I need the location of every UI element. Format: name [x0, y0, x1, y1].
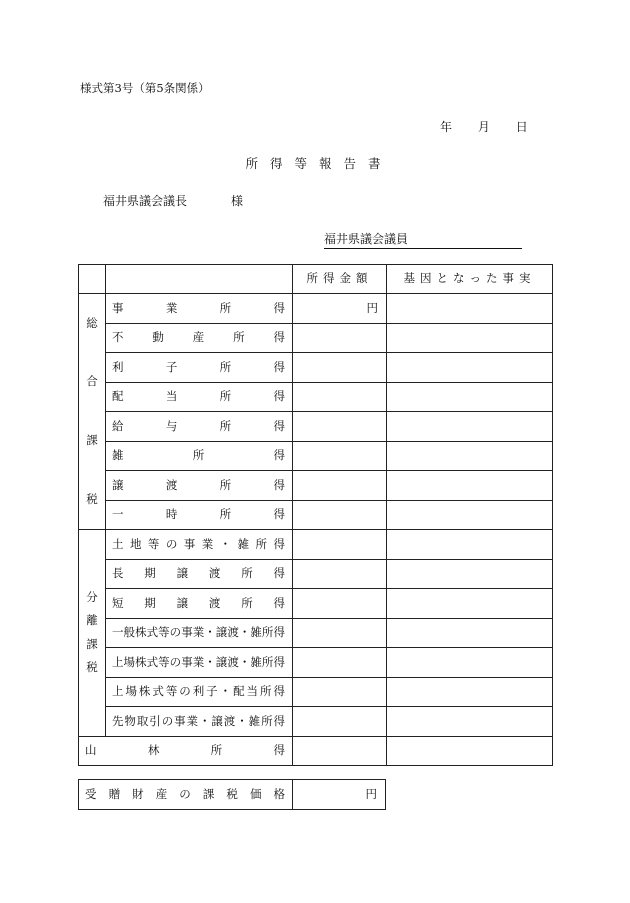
amount-input[interactable] — [293, 707, 387, 737]
label-char: 期 — [144, 595, 156, 610]
label-char: 得 — [273, 330, 285, 344]
label-char: 所 — [219, 477, 232, 492]
label-char: 先 — [112, 713, 124, 728]
label-char: 株 — [135, 654, 147, 669]
amount-input[interactable] — [293, 471, 387, 501]
table-row-sanrin — [79, 736, 553, 766]
amount-input[interactable] — [293, 500, 387, 530]
table-row — [79, 648, 553, 678]
income-type-label — [112, 713, 285, 728]
label-char: 場 — [123, 654, 136, 669]
sogo-group-char: 総 — [86, 315, 98, 330]
label-char: 所 — [219, 300, 232, 315]
fact-input[interactable] — [387, 412, 553, 442]
label-char: ・ — [204, 654, 216, 669]
form-number: 様式第3号（第5条関係） — [80, 81, 210, 95]
fact-input[interactable] — [387, 736, 553, 766]
table-row — [79, 707, 553, 737]
label-char: 所 — [210, 743, 223, 757]
label-char: 取 — [136, 713, 149, 728]
income-type-cell — [106, 382, 293, 412]
table-row — [79, 294, 553, 324]
label-char: 価 — [249, 786, 262, 801]
income-type-label — [112, 595, 285, 610]
label-char: 雑 — [248, 713, 261, 728]
income-type-cell — [106, 412, 293, 442]
label-char: 当 — [165, 389, 178, 403]
income-type-cell — [106, 441, 293, 471]
income-type-cell — [106, 677, 293, 707]
table-row — [79, 677, 553, 707]
label-char: の — [179, 786, 191, 801]
label-char: 得 — [273, 654, 285, 669]
label-char: 得 — [273, 743, 285, 757]
table-row — [79, 353, 553, 383]
label-char: 譲 — [176, 566, 189, 580]
label-char: 得 — [273, 389, 285, 403]
income-type-label — [112, 686, 285, 698]
amount-input[interactable] — [293, 441, 387, 471]
label-char: 等 — [158, 654, 170, 669]
label-char: 事 — [181, 625, 193, 639]
table-row — [79, 441, 553, 471]
label-char: 渡 — [208, 595, 221, 610]
fact-input[interactable] — [387, 471, 553, 501]
label-char: 渡 — [165, 477, 178, 492]
label-char: 業 — [192, 625, 205, 639]
label-char: 所 — [261, 625, 274, 639]
label-char: 得 — [273, 684, 285, 698]
fact-input[interactable] — [387, 530, 553, 560]
label-char: 般 — [123, 625, 136, 639]
income-type-cell — [106, 471, 293, 501]
income-type-cell — [106, 559, 293, 589]
label-char: ・ — [204, 625, 216, 639]
label-char: 上 — [112, 684, 124, 698]
fact-input[interactable] — [387, 589, 553, 619]
label-char: 場 — [125, 684, 137, 698]
income-type-cell — [106, 353, 293, 383]
label-char: 子 — [165, 359, 178, 374]
label-char: 業 — [186, 713, 199, 728]
label-char: 所 — [219, 389, 232, 403]
bunri-group-label — [79, 530, 106, 737]
label-char: 引 — [149, 713, 161, 728]
label-char: 税 — [226, 786, 238, 801]
label-char: 所 — [192, 448, 205, 462]
label-char: の — [161, 713, 174, 728]
label-char: 給 — [112, 418, 124, 433]
label-char: 子 — [206, 684, 218, 698]
label-char: 利 — [192, 684, 205, 698]
income-type-cell — [106, 589, 293, 619]
label-char: 所 — [241, 595, 253, 610]
date-line — [440, 118, 528, 135]
fact-input[interactable] — [387, 441, 553, 471]
label-char: 期 — [144, 566, 156, 580]
bunri-group-char: 離 — [86, 613, 98, 628]
amount-input[interactable] — [293, 323, 387, 353]
income-type-label — [112, 477, 285, 492]
label-char: ・ — [219, 536, 232, 551]
label-char: 雑 — [112, 448, 124, 462]
label-char: 得 — [273, 536, 285, 551]
gift-unit: 円 — [365, 786, 377, 801]
label-char: 式 — [152, 684, 164, 698]
label-char: 渡 — [223, 713, 236, 728]
label-char: 業 — [192, 654, 205, 669]
fact-input[interactable] — [387, 294, 553, 324]
income-type-label — [112, 654, 285, 669]
income-type-label — [112, 391, 285, 403]
income-type-cell — [106, 648, 293, 678]
label-char: 業 — [165, 300, 178, 315]
label-char: 得 — [273, 507, 285, 521]
label-char: 株 — [138, 684, 151, 698]
label-char: の — [179, 684, 191, 698]
label-char: 配 — [233, 684, 245, 698]
label-char: 事 — [183, 536, 196, 551]
label-char: ・ — [198, 713, 211, 728]
label-char: 得 — [273, 477, 285, 492]
income-type-cell — [106, 294, 293, 324]
sogo-group-char: 合 — [86, 374, 98, 389]
label-char: 所 — [255, 536, 267, 551]
fact-input[interactable] — [387, 353, 553, 383]
label-char: 産 — [155, 786, 168, 801]
document-title: 所得等報告書 — [245, 156, 393, 171]
amount-input[interactable] — [293, 618, 387, 648]
income-type-label — [112, 509, 285, 521]
gift-label — [85, 786, 285, 801]
income-type-cell — [106, 323, 293, 353]
amount-input[interactable] — [293, 677, 387, 707]
date-year: 年 — [440, 120, 453, 134]
label-char: 事 — [112, 300, 124, 315]
date-month: 月 — [477, 120, 490, 134]
label-char: 不 — [112, 330, 124, 344]
label-char: 譲 — [176, 595, 189, 610]
label-char: 所 — [259, 684, 272, 698]
label-char: 土 — [112, 536, 124, 551]
label-char: 動 — [152, 330, 164, 344]
fact-input[interactable] — [387, 677, 553, 707]
label-char: の — [169, 654, 182, 669]
label-char: 事 — [181, 654, 193, 669]
income-type-cell — [106, 500, 293, 530]
label-char: 利 — [112, 359, 124, 374]
label-char: 所 — [219, 359, 232, 374]
header-blank-type — [106, 265, 293, 294]
table-row — [79, 471, 553, 501]
sanrin-label — [85, 745, 285, 757]
label-char: 所 — [261, 713, 273, 728]
label-char: の — [169, 625, 182, 639]
income-type-cell — [106, 618, 293, 648]
income-type-label — [112, 332, 285, 344]
label-char: 業 — [201, 536, 214, 551]
table-row — [79, 412, 553, 442]
fact-input[interactable] — [387, 323, 553, 353]
addressee-honorific: 様 — [231, 194, 244, 208]
label-char: 譲 — [215, 654, 228, 669]
addressee — [103, 192, 243, 209]
amount-input[interactable] — [293, 353, 387, 383]
bunri-group-char: 分 — [86, 589, 98, 604]
table-row — [79, 559, 553, 589]
label-char: ・ — [236, 713, 248, 728]
sogo-group-label — [79, 294, 106, 530]
label-char: 得 — [273, 359, 285, 374]
sogo-group-char: 課 — [86, 433, 98, 448]
label-char: 得 — [273, 300, 285, 315]
amount-unit: 円 — [366, 300, 378, 315]
bunri-group-char: 税 — [86, 660, 98, 675]
label-char: 山 — [85, 743, 97, 757]
gift-amount-input[interactable] — [293, 780, 386, 810]
income-type-label — [112, 536, 285, 551]
table-row — [79, 500, 553, 530]
label-char: 所 — [233, 330, 245, 344]
table-row — [79, 382, 553, 412]
gift-label-cell — [79, 780, 293, 810]
label-char: 譲 — [215, 625, 228, 639]
label-char: 渡 — [227, 654, 239, 669]
label-char: 雑 — [250, 625, 262, 639]
income-type-label — [112, 300, 285, 315]
header-blank-category — [79, 265, 106, 294]
income-type-label — [112, 359, 285, 374]
label-char: 得 — [273, 418, 285, 433]
income-type-label — [112, 568, 285, 580]
label-char: 得 — [273, 625, 285, 639]
label-char: 一 — [112, 507, 124, 521]
amount-input[interactable] — [293, 559, 387, 589]
label-char: 等 — [147, 536, 160, 551]
fact-input[interactable] — [387, 559, 553, 589]
label-char: 林 — [147, 743, 160, 757]
income-type-cell — [106, 707, 293, 737]
label-char: 雑 — [237, 536, 250, 551]
income-type-label — [112, 418, 285, 433]
label-char: ・ — [238, 625, 251, 639]
reporter-line: 福井県議会議員 — [324, 230, 522, 249]
amount-input[interactable] — [293, 648, 387, 678]
label-char: 式 — [146, 625, 159, 639]
label-char: 譲 — [211, 713, 223, 728]
fact-input[interactable] — [387, 382, 553, 412]
gift-table — [78, 779, 386, 810]
label-char: 地 — [129, 536, 142, 551]
header-amount: 所得金額 — [293, 265, 387, 294]
fact-input[interactable] — [387, 648, 553, 678]
label-char: 譲 — [112, 477, 124, 492]
label-char: 所 — [219, 507, 232, 521]
amount-input[interactable] — [293, 589, 387, 619]
label-char: 所 — [219, 418, 232, 433]
table-row — [79, 618, 553, 648]
label-char: 得 — [273, 713, 285, 728]
sanrin-label-cell — [79, 736, 293, 766]
income-table-body — [79, 265, 553, 766]
label-char: 株 — [135, 625, 147, 639]
label-char: 長 — [112, 566, 124, 580]
label-char: 贈 — [108, 786, 121, 801]
label-char: 受 — [85, 786, 97, 801]
label-char: 格 — [273, 786, 285, 801]
income-table — [78, 264, 553, 766]
bunri-group-char: 課 — [86, 636, 98, 651]
label-char: 渡 — [227, 625, 239, 639]
label-char: ・ — [238, 654, 251, 669]
addressee-name: 福井県議会議長 — [103, 194, 188, 208]
header-fact: 基因となった事実 — [387, 265, 553, 294]
sogo-group-char: 税 — [86, 491, 98, 506]
label-char: ・ — [219, 684, 232, 698]
label-char: 配 — [112, 389, 124, 403]
label-char: 物 — [124, 713, 136, 728]
amount-input[interactable] — [293, 736, 387, 766]
label-char: 渡 — [208, 566, 221, 580]
table-row — [79, 530, 553, 560]
gift-row — [79, 780, 386, 810]
fact-input[interactable] — [387, 618, 553, 648]
bunri-group-chars — [79, 530, 105, 736]
amount-input[interactable] — [293, 294, 387, 324]
label-char: 産 — [192, 330, 205, 344]
label-char: 雑 — [250, 654, 262, 669]
fact-input[interactable] — [387, 500, 553, 530]
table-row — [79, 589, 553, 619]
label-char: 所 — [261, 654, 274, 669]
label-char: 与 — [165, 418, 178, 433]
label-char: 得 — [273, 448, 285, 462]
label-char: 得 — [273, 595, 285, 610]
table-row — [79, 323, 553, 353]
income-type-cell — [106, 530, 293, 560]
date-day: 日 — [515, 120, 528, 134]
label-char: 式 — [146, 654, 159, 669]
label-char: 等 — [158, 625, 170, 639]
amount-input[interactable] — [293, 412, 387, 442]
label-char: 上 — [112, 654, 124, 669]
label-char: 短 — [112, 595, 124, 610]
label-char: 当 — [246, 684, 259, 698]
fact-input[interactable] — [387, 707, 553, 737]
amount-input[interactable] — [293, 382, 387, 412]
label-char: 財 — [132, 786, 144, 801]
label-char: 等 — [165, 684, 178, 698]
amount-input[interactable] — [293, 530, 387, 560]
label-char: の — [165, 536, 178, 551]
label-char: 課 — [202, 786, 215, 801]
label-char: 一 — [112, 625, 124, 639]
sogo-group-chars — [79, 294, 105, 529]
label-char: 所 — [241, 566, 253, 580]
income-type-label — [112, 627, 285, 639]
label-char: 事 — [174, 713, 186, 728]
table-header-row — [79, 265, 553, 294]
label-char: 時 — [165, 507, 178, 521]
income-type-label — [112, 450, 285, 462]
label-char: 得 — [273, 566, 285, 580]
